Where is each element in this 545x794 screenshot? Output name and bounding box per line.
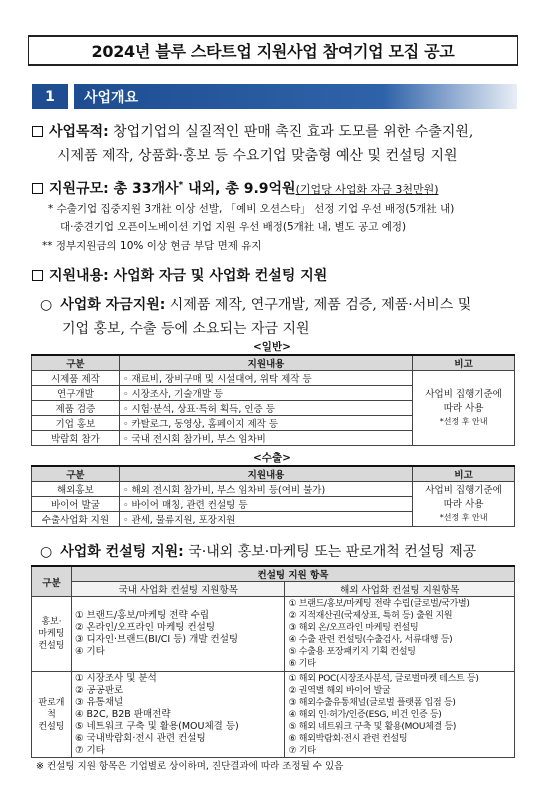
list-item: ③ 해외 온/오프라인 마케팅 컨설팅 xyxy=(288,623,419,633)
document-title: 2024년 블루 스타트업 지원사업 참여기업 모집 공고 xyxy=(91,42,455,61)
consult-row-label-sales xyxy=(32,672,72,758)
purpose-text-1: 창업기업의 실질적인 판매 촉진 효과 도모를 위한 수출지원, xyxy=(108,124,474,140)
checkbox-bullet-icon xyxy=(32,126,43,137)
list-item: ③ 해외수출유통채널(글로벌 플랫폼 입점 등) xyxy=(288,697,456,708)
consult-header-domestic: 국내 사업화 컨설팅 지원항목 xyxy=(71,582,285,597)
export-row-content: ◦ 관세, 물류지원, 포장지원 xyxy=(119,512,412,527)
purpose-line-1 xyxy=(32,121,473,141)
export-row-label: 바이어 발굴 xyxy=(32,497,120,512)
list-item: ⑤ 네트워크 구축 및 활용(MOU체결 등) xyxy=(74,720,239,732)
consult-label-line: 홍보· xyxy=(41,617,62,627)
general-row-content: ◦ 재료비, 장비구매 및 시설대여, 위탁 제작 등 xyxy=(119,371,412,386)
purpose-text-2: 시제품 제작, 상품화·홍보 등 수요기업 맞춤형 예산 및 컨설팅 지원 xyxy=(57,148,458,164)
general-note-cell xyxy=(413,371,515,446)
title-box xyxy=(28,35,518,66)
table-row xyxy=(32,371,515,386)
list-item: ④ B2C, B2B 판매전략 xyxy=(74,708,171,720)
content-line xyxy=(32,265,327,285)
fund-line-1 xyxy=(40,294,471,314)
general-row-label: 기업 홍보 xyxy=(32,416,120,431)
list-item: ③ 유통채널 xyxy=(74,696,124,708)
list-item: ① 해외 POC(시장조사분석, 글로벌마켓 테스트 등) xyxy=(288,673,479,684)
consult-overseas-sales xyxy=(285,672,515,758)
list-item: ⑦ 기타 xyxy=(288,745,316,756)
consult-label-line: 컨설팅 xyxy=(38,641,65,651)
consult-domestic-sales xyxy=(71,672,285,758)
list-item: ③ 디자인·브랜드(BI/CI 등) 개발 컨설팅 xyxy=(74,634,239,645)
list-item: ① 시장조사 및 분석 xyxy=(74,672,157,684)
general-row-content: ◦ 시장조사, 기술개발 등 xyxy=(119,386,412,401)
fund-text-1: 시제품 제작, 연구개발, 제품 검증, 제품·서비스 및 xyxy=(165,297,472,313)
list-item: ④ 기타 xyxy=(74,646,105,657)
list-item: ⑥ 기타 xyxy=(288,659,316,669)
checkbox-bullet-icon xyxy=(32,183,43,194)
scale-star: * xyxy=(178,180,184,191)
list-item: ⑥ 국내박람회·전시 관련 컨설팅 xyxy=(74,732,206,744)
list-item: ④ 해외 인·허가/인증(ESG, 비건 인증 등) xyxy=(288,709,442,720)
general-row-content: ◦ 국내 전시회 참가비, 부스 임차비 xyxy=(119,431,412,446)
export-header-content: 지원내용 xyxy=(119,466,412,482)
list-item: ② 지적재산권(국제상표, 특허 등) 출원 지원 xyxy=(288,611,453,621)
consult-header-group: 컨설팅 지원 항목 xyxy=(71,566,514,582)
scale-label: 지원규모: 총 33개사 xyxy=(49,181,179,197)
scale-note-1b: 대·중견기업 오픈이노베이션 기업 지원 우선 배정(5개社 내, 별도 공고 예정) xyxy=(60,221,407,233)
general-row-label: 시제품 제작 xyxy=(32,371,120,386)
section-header xyxy=(32,84,517,109)
section-title: 사업개요 xyxy=(74,84,517,109)
export-header-category: 구분 xyxy=(32,466,120,482)
consult-header-overseas: 해외 사업화 컨설팅 지원항목 xyxy=(285,582,515,597)
export-caption: <수출> xyxy=(253,452,291,464)
export-note-1: 사업비 집행기준에 xyxy=(425,485,502,496)
consult-label-line: 판로개척 xyxy=(38,697,65,720)
general-note-2: 따라 사용 xyxy=(443,403,484,414)
export-header-note: 비고 xyxy=(413,466,515,482)
consult-label-line: 컨설팅 xyxy=(38,721,65,732)
consult-text: 국·내외 홍보·마케팅 또는 판로개척 컨설팅 제공 xyxy=(183,544,477,560)
list-item: ⑥ 해외박람회·전시 관련 컨설팅 xyxy=(288,733,408,744)
general-caption: <일반> xyxy=(253,341,291,353)
general-note-3: *선정 후 안내 xyxy=(439,417,488,426)
section-number: 1 xyxy=(32,84,68,109)
list-item: ⑤ 수출용 포장패키지 기획 컨설팅 xyxy=(288,647,416,657)
list-item: ② 온라인/오프라인 마케팅 컨설팅 xyxy=(74,622,216,633)
scale-line xyxy=(32,178,439,198)
general-header-content: 지원내용 xyxy=(119,355,412,371)
list-item: ① 브랜드/홍보/마케팅 전략 수립(글로벌/국가별) xyxy=(288,599,470,609)
list-item: ② 공공판로 xyxy=(74,684,124,696)
list-item: ② 권역별 해외 바이어 발굴 xyxy=(288,685,391,696)
fund-text-2: 기업 홍보, 수출 등에 소요되는 자금 지원 xyxy=(62,321,310,337)
general-row-label: 연구개발 xyxy=(32,386,120,401)
circle-bullet-icon: ○ xyxy=(40,297,53,313)
scale-note-2: ** 정부지원금의 10% 이상 현금 부담 면제 유지 xyxy=(42,240,262,252)
general-table xyxy=(31,354,515,446)
consult-overseas-marketing xyxy=(285,597,515,672)
general-row-label: 제품 검증 xyxy=(32,401,120,416)
export-note-3: *선정 후 안내 xyxy=(439,513,488,522)
general-row-content: ◦ 카탈로그, 동영상, 홈페이지 제작 등 xyxy=(119,416,412,431)
export-note-2: 따라 사용 xyxy=(443,499,484,510)
consult-table xyxy=(31,565,515,758)
circle-bullet-icon: ○ xyxy=(40,544,53,560)
consult-label: 사업화 컨설팅 지원: xyxy=(60,544,184,560)
table-row xyxy=(32,597,515,672)
consult-footnote: ※ 컨설팅 지원 항목은 기업별로 상이하며, 진단결과에 따라 조정될 수 있음 xyxy=(36,761,344,772)
general-row-content: ◦ 시험·분석, 상표·특허 획득, 인증 등 xyxy=(119,401,412,416)
scale-mid: 내외, 총 9.9억원 xyxy=(183,181,296,197)
table-row xyxy=(32,672,515,758)
export-table xyxy=(31,465,515,527)
list-item: ⑤ 해외 네트워크 구축 및 활용(MOU체결 등) xyxy=(288,721,457,732)
general-row-label: 박람회 참가 xyxy=(32,431,120,446)
purpose-label: 사업목적: xyxy=(49,124,109,140)
general-header-note: 비고 xyxy=(413,355,515,371)
list-item: ⑦ 기타 xyxy=(74,744,105,756)
consult-label-line: 마케팅 xyxy=(38,629,65,639)
table-row xyxy=(32,482,515,497)
list-item: ① 브랜드/홍보/마케팅 전략 수립 xyxy=(74,610,210,621)
consult-domestic-marketing xyxy=(71,597,285,672)
checkbox-bullet-icon xyxy=(32,270,43,281)
export-note-cell xyxy=(413,482,515,527)
fund-label: 사업화 자금지원: xyxy=(60,297,166,313)
general-note-1: 사업비 집행기준에 xyxy=(425,389,502,400)
export-row-label: 수출사업화 지원 xyxy=(32,512,120,527)
list-item: ④ 수출 관련 컨설팅(수출검사, 서류대행 등) xyxy=(288,635,453,645)
consult-line xyxy=(40,541,476,561)
export-row-content: ◦ 바이어 매칭, 관련 컨설팅 등 xyxy=(119,497,412,512)
consult-header-category: 구분 xyxy=(32,566,72,597)
scale-paren: (기업당 사업화 자금 3천만원) xyxy=(295,183,439,196)
export-row-content: ◦ 해외 전시회 참가비, 부스 임차비 등(여비 불가) xyxy=(119,482,412,497)
export-row-label: 해외홍보 xyxy=(32,482,120,497)
general-header-category: 구분 xyxy=(32,355,120,371)
scale-note-1a: * 수출기업 집중지원 3개社 이상 선발, 「예비 오션스타」 선정 기업 우선 배정(5개社 내) xyxy=(48,203,455,215)
content-label: 지원내용: 사업화 자금 및 사업화 컨설팅 지원 xyxy=(49,268,328,284)
consult-row-label-marketing xyxy=(32,597,72,672)
